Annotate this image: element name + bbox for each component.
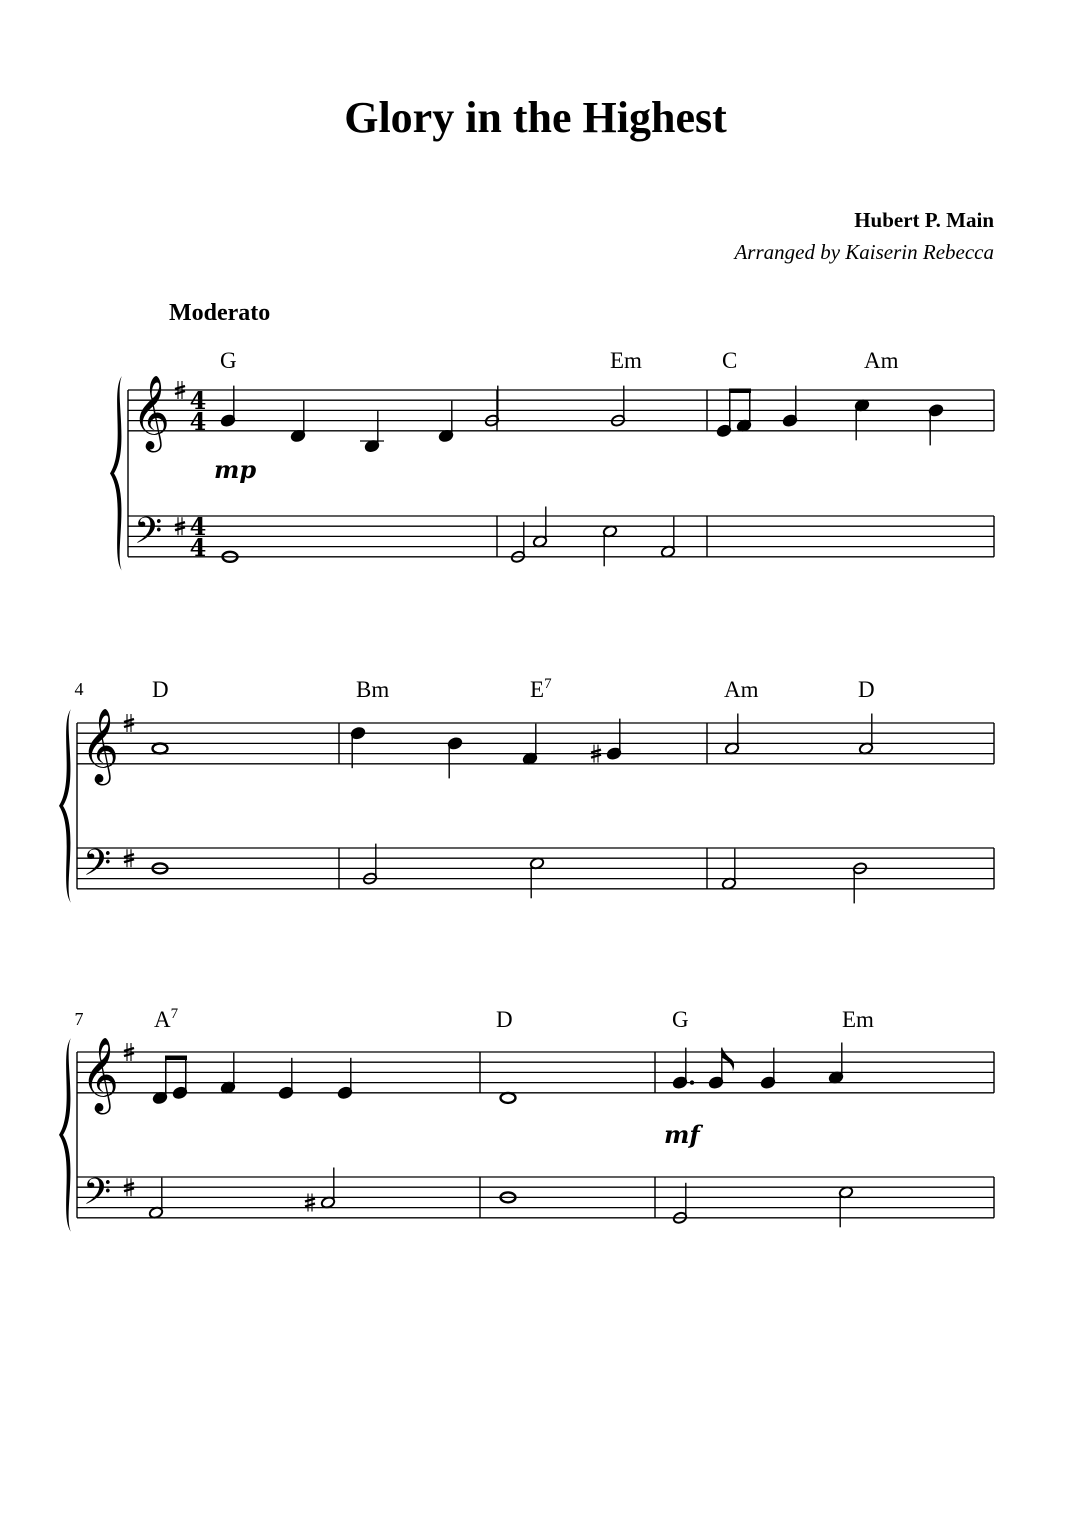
accidental-sharp (305, 1194, 315, 1212)
sharp-stroke (124, 719, 134, 722)
chord-symbol: Am (864, 348, 899, 373)
chord-symbol: D (152, 677, 169, 702)
notehead (153, 744, 168, 754)
sharp-stroke (175, 386, 185, 389)
treble-clef: 𝄞 (81, 709, 119, 783)
notehead (501, 1093, 516, 1103)
chord-extension: 7 (170, 1006, 179, 1022)
chord-symbol: Am (724, 677, 759, 702)
sharp-stroke (124, 1188, 134, 1191)
score-title: Glory in the Highest (344, 93, 727, 142)
sharp-stroke (591, 755, 601, 758)
sharp-stroke (305, 1204, 315, 1207)
chord-symbol: $E^7$ (530, 676, 552, 702)
chord-symbol: C (722, 348, 738, 373)
chord-symbol: G (220, 348, 237, 373)
staff-brace (110, 376, 122, 571)
chord-symbol: G (672, 1007, 689, 1032)
chord-symbol: $A^7$ (154, 1006, 179, 1032)
sharp-stroke (591, 750, 601, 753)
sharp-stroke (124, 1053, 134, 1056)
composer-name: Hubert P. Main (854, 208, 994, 232)
sharp-stroke (124, 1183, 134, 1186)
chord-extension: 7 (544, 676, 552, 692)
sharp-stroke (124, 1048, 134, 1051)
sharp-stroke (175, 522, 185, 525)
bass-clef: 𝄢 (83, 842, 112, 893)
sharp-stroke (305, 1199, 315, 1202)
chord-symbol: Em (842, 1007, 874, 1032)
dynamic-marking: mp (214, 455, 257, 484)
chord-symbol: D (858, 677, 875, 702)
treble-clef: 𝄞 (132, 376, 170, 450)
measure-number: 7 (74, 1009, 84, 1029)
sharp-stroke (124, 854, 134, 857)
sharp-stroke (175, 527, 185, 530)
time-signature-top: 4 (189, 512, 207, 541)
bass-clef: 𝄢 (83, 1171, 112, 1222)
sharp-stroke (124, 859, 134, 862)
chord-symbol: Bm (356, 677, 390, 702)
sharp-stroke (124, 724, 134, 727)
time-signature-bottom: 4 (189, 533, 207, 562)
treble-clef: 𝄞 (81, 1038, 119, 1112)
staff-brace (59, 1038, 71, 1232)
dynamic-marking: mf (664, 1120, 700, 1149)
chord-symbol: D (496, 1007, 513, 1032)
augmentation-dot (690, 1080, 694, 1084)
time-signature-bottom: 4 (189, 407, 207, 436)
chord-symbol: Em (610, 348, 642, 373)
tempo-marking: Moderato (169, 300, 271, 326)
staff-brace (59, 709, 71, 903)
arranger-credit: Arranged by Kaiserin Rebecca (734, 240, 994, 264)
measure-number: 4 (74, 679, 84, 699)
sharp-stroke (175, 391, 185, 394)
eighth-flag (722, 1048, 734, 1072)
time-signature-top: 4 (189, 386, 207, 415)
bass-clef: 𝄢 (134, 510, 163, 561)
